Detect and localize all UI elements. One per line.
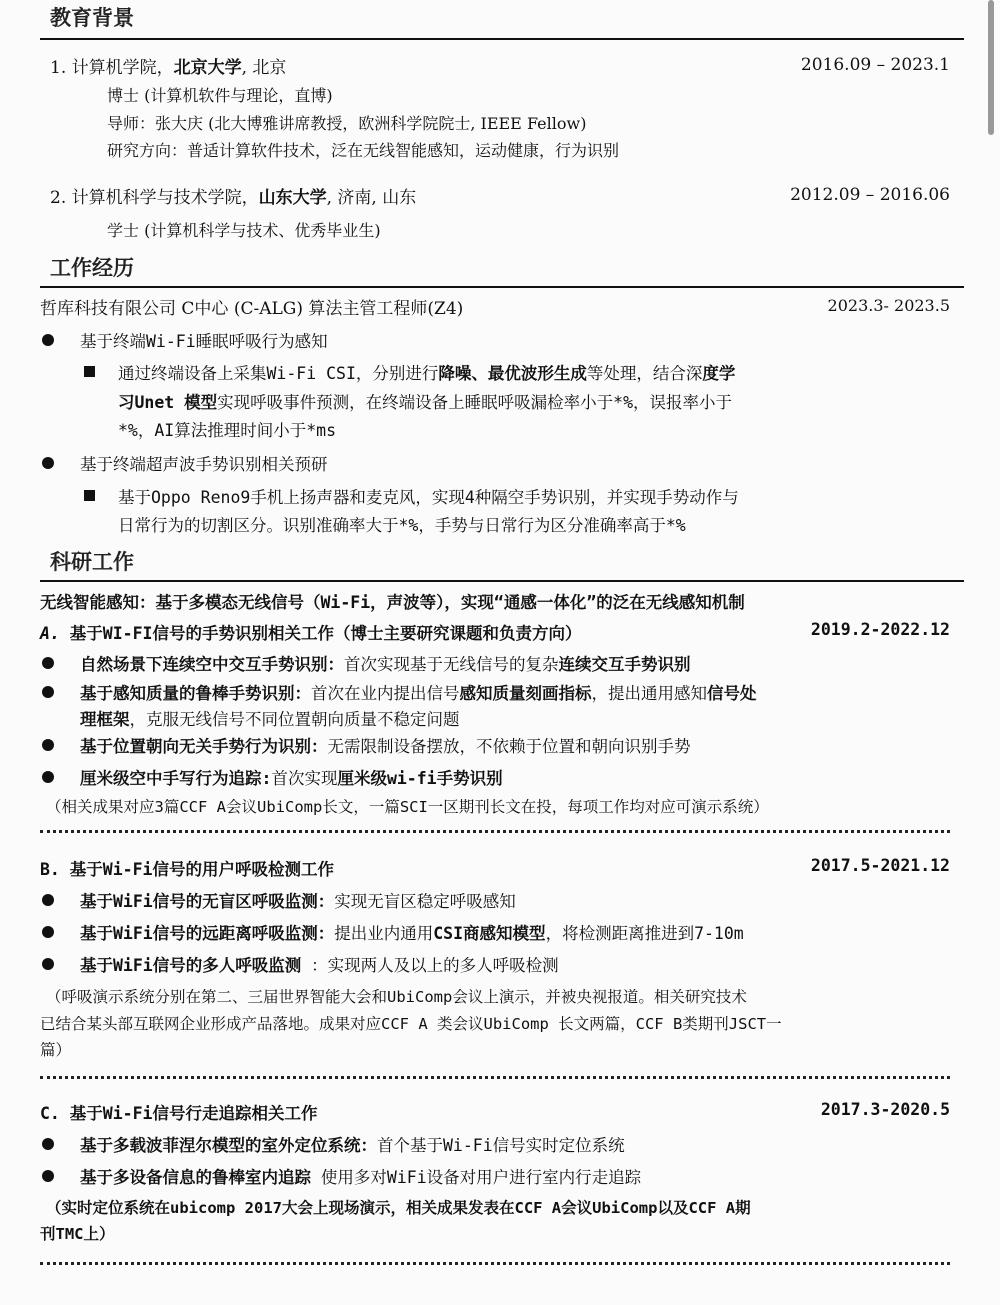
section-title-work: 工作经历 [50, 256, 134, 280]
degree: 博士 (计算机软件与理论，直博) [107, 86, 333, 105]
highlight: 基于WiFi信号的无盲区呼吸监测： [80, 892, 335, 911]
text: 首次在业内提出信号 [311, 684, 460, 703]
highlight: 基于多设备信息的鲁棒室内追踪 [80, 1168, 311, 1187]
item-number: 1. [50, 58, 72, 78]
text: 无需限制设备摆放，不依赖于位置和朝向识别手势 [327, 737, 691, 756]
bullet-dot [42, 771, 54, 783]
bullet-square [84, 490, 95, 501]
work-sub-1-line-3: *%，AI算法推理时间小于*ms [118, 421, 337, 440]
project-a-item-2 [80, 680, 757, 704]
project-b-note-line-2: 已结合某头部互联网企业形成产品落地。成果对应CCF A 类会议UbiComp 长文两篇，CCF B类期刊JSCT一 [40, 1015, 782, 1033]
project-b-item-3 [80, 952, 559, 976]
text: ，将检测距离推进到7-10m [545, 924, 744, 943]
text: 首次实现 [271, 769, 338, 788]
bullet-dot [42, 657, 54, 669]
project-a-item-1 [80, 651, 691, 675]
project-c-note-line-1: （实时定位系统在ubicomp 2017大会上现场演示，相关成果发表在CCF A会议UbiComp以及CCF A期 [46, 1199, 751, 1217]
highlight: 自然场景下连续空中交互手势识别： [80, 655, 344, 674]
bullet-dot [42, 686, 54, 698]
dotted-divider [40, 1076, 950, 1079]
project-c-item-1 [80, 1132, 625, 1156]
work-bullet-2: 基于终端超声波手势识别相关预研 [80, 455, 328, 474]
dotted-divider [40, 1262, 950, 1265]
section-title-education: 教育背景 [50, 6, 134, 30]
highlight: 感知质量刻画指标 [459, 684, 592, 703]
work-sub-2-line-1: 基于Oppo Reno9手机上扬声器和麦克风，实现4种隔空手势识别，并实现手势动作与 [118, 488, 739, 507]
highlight: 度学 [702, 364, 736, 383]
highlight: 连续交互手势识别 [558, 655, 691, 674]
work-date: 2023.3- 2023.5 [827, 296, 950, 315]
project-c-item-2 [80, 1164, 641, 1188]
work-sub-2-line-2: 日常行为的切割区分。识别准确率大于*%，手势与日常行为区分准确率高于*% [118, 516, 686, 535]
project-a-item-2-cont [80, 706, 460, 730]
project-a-item-4 [80, 765, 503, 789]
project-b-note-line-3: 篇） [40, 1041, 72, 1059]
highlight: 信号处 [707, 684, 757, 703]
text: ，提出通用感知 [591, 684, 707, 703]
text: ：实现两人及以上的多人呼吸检测 [301, 956, 559, 975]
text: 实现呼吸事件预测，在终端设备上睡眠呼吸漏检率小于*%，误报率小于 [217, 393, 733, 412]
project-b-date: 2017.5-2021.12 [810, 856, 950, 875]
education-date-1: 2016.09 – 2023.1 [800, 55, 950, 75]
city: , 北京 [241, 58, 287, 78]
dotted-divider [40, 830, 950, 833]
university: 北京大学 [173, 58, 242, 78]
highlight: 基于WiFi信号的多人呼吸监测 [80, 956, 302, 975]
bullet-dot [42, 457, 54, 469]
text: 使用多对WiFi设备对用户进行室内行走追踪 [311, 1168, 642, 1187]
degree: 学士 (计算机科学与技术、优秀毕业生) [107, 221, 381, 240]
highlight: 理框架 [80, 710, 130, 729]
highlight: 基于位置朝向无关手势行为识别： [80, 737, 328, 756]
bullet-square [84, 366, 95, 377]
project-a-note: （相关成果对应3篇CCF A会议UbiComp长文，一篇SCI一区期刊长文在投，每项工作均对应可演示系统） [46, 798, 769, 816]
bullet-dot [42, 1170, 54, 1182]
bullet-dot [42, 1138, 54, 1150]
text: ，克服无线信号不同位置朝向质量不稳定问题 [129, 710, 460, 729]
research-direction: 研究方向：普适计算软件技术，泛在无线智能感知，运动健康，行为识别 [107, 141, 620, 160]
section-divider [40, 580, 964, 582]
college: 计算机科学与技术学院， [71, 188, 259, 208]
project-a-title [40, 620, 581, 644]
section-divider [40, 38, 964, 40]
highlight: 基于WiFi信号的远距离呼吸监测： [80, 924, 335, 943]
project-a-item-3 [80, 733, 691, 757]
scrollbar[interactable] [988, 0, 994, 135]
bullet-dot [42, 958, 54, 970]
company-line: 哲库科技有限公司 C中心 (C-ALG) 算法主管工程师(Z4) [40, 299, 464, 319]
project-c-date: 2017.3-2020.5 [820, 1100, 950, 1119]
highlight: 习Unet 模型 [118, 393, 218, 412]
bullet-dot [42, 894, 54, 906]
highlight: 基于感知质量的鲁棒手势识别： [80, 684, 311, 703]
section-divider [40, 286, 964, 288]
education-item-1 [50, 53, 286, 78]
education-item-2 [50, 183, 416, 208]
project-c-note-line-2: 刊TMC上） [40, 1225, 115, 1243]
text: 等处理，结合深 [586, 364, 703, 383]
highlight: 厘米级wi-fi手势识别 [337, 769, 503, 788]
item-number: 2. [50, 188, 72, 208]
highlight: 降噪、最优波形生成 [438, 364, 587, 383]
text: 实现无盲区稳定呼吸感知 [334, 892, 516, 911]
project-b-item-2 [80, 920, 744, 944]
project-b-item-1 [80, 888, 516, 912]
highlight: 基于多载波菲涅尔模型的室外定位系统： [80, 1136, 377, 1155]
city: , 济南, 山东 [326, 188, 417, 208]
work-sub-1-line-2 [118, 389, 732, 413]
work-bullet-1: 基于终端Wi-Fi睡眠呼吸行为感知 [80, 332, 328, 351]
advisor: 导师：张大庆 (北大博雅讲席教授，欧洲科学院院士, IEEE Fellow) [107, 114, 587, 133]
section-title-research: 科研工作 [50, 550, 134, 574]
project-b-note-line-1: （呼吸演示系统分别在第二、三届世界智能大会和UbiComp会议上演示，并被央视报道。相关研究技术 [46, 988, 747, 1006]
highlight: 厘米级空中手写行为追踪: [80, 769, 272, 788]
work-sub-1-line-1 [118, 360, 735, 384]
highlight: CSI商感知模型 [433, 924, 546, 943]
project-b-title: B. 基于Wi-Fi信号的用户呼吸检测工作 [40, 860, 334, 879]
text: 首个基于Wi-Fi信号实时定位系统 [377, 1136, 625, 1155]
bullet-dot [42, 926, 54, 938]
label: A. [40, 624, 60, 643]
project-a-date: 2019.2-2022.12 [810, 620, 950, 639]
college: 计算机学院， [71, 58, 174, 78]
text: 基于WI-FI信号的手势识别相关工作（博士主要研究课题和负责方向） [59, 624, 582, 643]
text: 通过终端设备上采集Wi-Fi CSI，分别进行 [118, 364, 439, 383]
university: 山东大学 [258, 188, 327, 208]
text: 首次实现基于无线信号的复杂 [344, 655, 559, 674]
project-c-title: C. 基于Wi-Fi信号行走追踪相关工作 [40, 1104, 318, 1123]
bullet-dot [42, 739, 54, 751]
text: 提出业内通用 [334, 924, 434, 943]
research-intro: 无线智能感知：基于多模态无线信号（Wi-Fi，声波等），实现“通感一体化”的泛在无线感知机制 [40, 593, 745, 612]
bullet-dot [42, 334, 54, 346]
education-date-2: 2012.09 – 2016.06 [790, 185, 950, 205]
